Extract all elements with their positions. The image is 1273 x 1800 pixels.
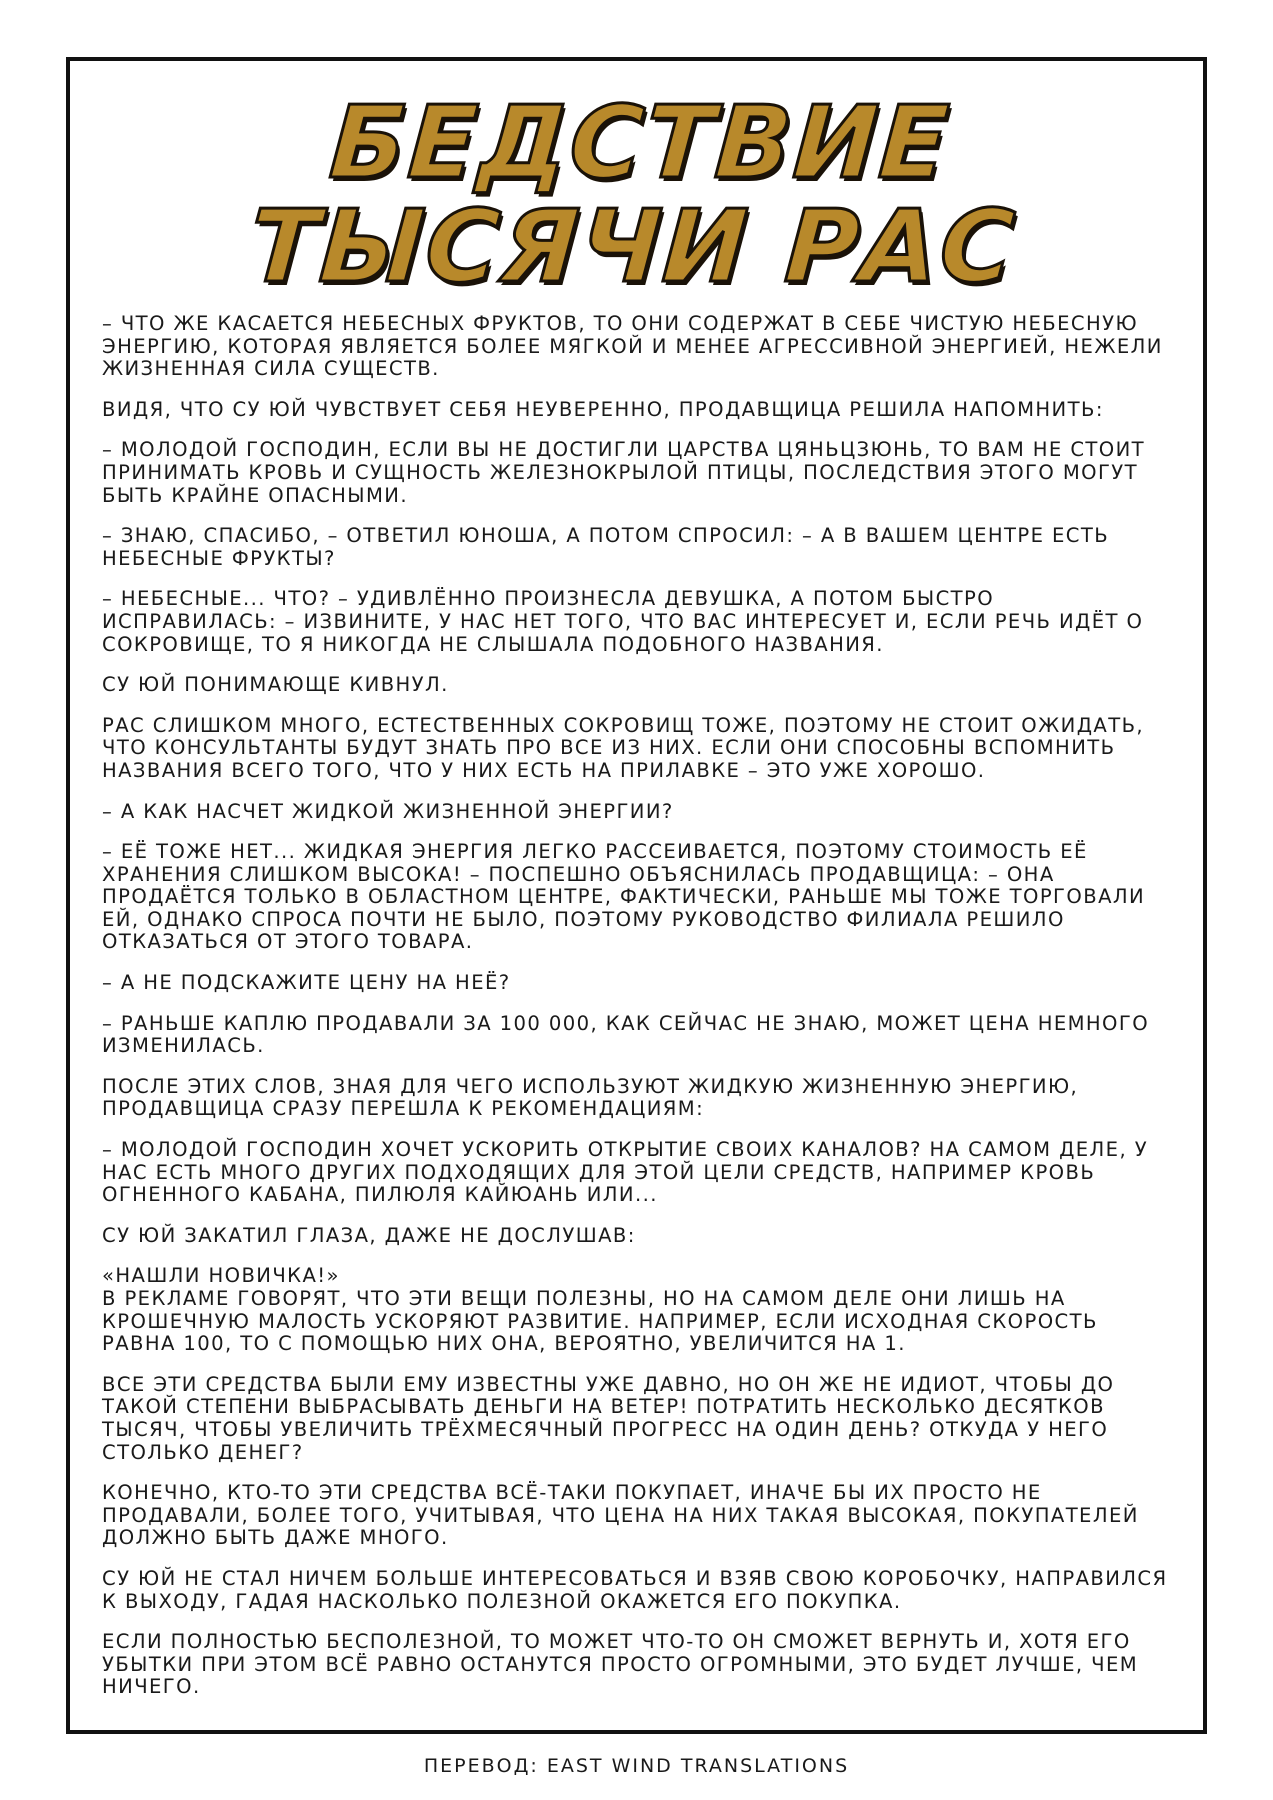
story-text — [102, 313, 1168, 1717]
paragraph: СУ ЮЙ ЗАКАТИЛ ГЛАЗА, ДАЖЕ НЕ ДОСЛУШАВ: — [102, 1223, 636, 1247]
page-title — [63, 84, 1211, 305]
paragraph: – РАНЬШЕ КАПЛЮ ПРОДАВАЛИ ЗА 100 000, КАК СЕЙЧАС НЕ ЗНАЮ, МОЖЕТ ЦЕНА НЕМНОГО ИЗМЕНИЛАСЬ. — [102, 1011, 1150, 1058]
paragraph: ВСЕ ЭТИ СРЕДСТВА БЫЛИ ЕМУ ИЗВЕСТНЫ УЖЕ ДАВНО, НО ОН ЖЕ НЕ ИДИОТ, ЧТОБЫ ДО ТАКОЙ СТЕПЕНИ ВЫБРАСЫВАТЬ ДЕНЬГИ НА ВЕТЕР! ПОТРАТИТЬ НЕСКОЛЬКО ДЕСЯТКОВ ТЫСЯЧ, ЧТОБЫ УВЕЛИЧИТЬ ТРЁХМЕСЯЧНЫЙ ПРОГРЕСС НА ОДИН ДЕНЬ? ОТКУДА У НЕГО СТОЛЬКО ДЕНЕГ? — [102, 1372, 1115, 1464]
paragraph: КОНЕЧНО, КТО-ТО ЭТИ СРЕДСТВА ВСЁ-ТАКИ ПОКУПАЕТ, ИНАЧЕ БЫ ИХ ПРОСТО НЕ ПРОДАВАЛИ, БОЛЕЕ ТОГО, УЧИТЫВАЯ, ЧТО ЦЕНА НА НИХ ТАКАЯ ВЫСОКАЯ, ПОКУПАТЕЛЕЙ ДОЛЖНО БЫТЬ ДАЖЕ МНОГО. — [102, 1481, 1139, 1550]
paragraph: «НАШЛИ НОВИЧКА!» В РЕКЛАМЕ ГОВОРЯТ, ЧТО ЭТИ ВЕЩИ ПОЛЕЗНЫ, НО НА САМОМ ДЕЛЕ ОНИ ЛИШЬ НА КРОШЕЧНУЮ МАЛОСТЬ УСКОРЯЮТ РАЗВИТИЕ. НАПРИМЕР, ЕСЛИ ИСХОДНАЯ СКОРОСТЬ РАВНА 100, ТО С ПОМОЩЬЮ НИХ ОНА, ВЕРОЯТНО, УВЕЛИЧИТСЯ НА 1. — [102, 1264, 1098, 1356]
paragraph: – А КАК НАСЧЕТ ЖИДКОЙ ЖИЗНЕННОЙ ЭНЕРГИИ? — [102, 799, 674, 823]
paragraph: ВИДЯ, ЧТО СУ ЮЙ ЧУВСТВУЕТ СЕБЯ НЕУВЕРЕННО, ПРОДАВЩИЦА РЕШИЛА НАПОМНИТЬ: — [102, 397, 1104, 421]
title-line-2: ТЫСЯЧИ РАС — [245, 188, 1020, 305]
paragraph: – НЕБЕСНЫЕ... ЧТО? – УДИВЛЁННО ПРОИЗНЕСЛА ДЕВУШКА, А ПОТОМ БЫСТРО ИСПРАВИЛАСЬ: – ИЗВИНИТЕ, У НАС НЕТ ТОГО, ЧТО ВАС ИНТЕРЕСУЕТ И, ЕСЛИ РЕЧЬ ИДЁТ О СОКРОВИЩЕ, ТО Я НИКОГДА НЕ СЛЫШАЛА ПОДОБНОГО НАЗВАНИЯ. — [102, 587, 1144, 656]
paragraph: СУ ЮЙ ПОНИМАЮЩЕ КИВНУЛ. — [102, 673, 449, 697]
paragraph: СУ ЮЙ НЕ СТАЛ НИЧЕМ БОЛЬШЕ ИНТЕРЕСОВАТЬСЯ И ВЗЯВ СВОЮ КОРОБОЧКУ, НАПРАВИЛСЯ К ВЫХОДУ, ГАДАЯ НАСКОЛЬКО ПОЛЕЗНОЙ ОКАЖЕТСЯ ЕГО ПОКУПКА. — [102, 1566, 1168, 1613]
paragraph: – МОЛОДОЙ ГОСПОДИН ХОЧЕТ УСКОРИТЬ ОТКРЫТИЕ СВОИХ КАНАЛОВ? НА САМОМ ДЕЛЕ, У НАС ЕСТЬ МНОГО ДРУГИХ ПОДХОДЯЩИХ ДЛЯ ЭТОЙ ЦЕЛИ СРЕДСТВ, НАПРИМЕР КРОВЬ ОГНЕННОГО КАБАНА, ПИЛЮЛЯ КАЙЮАНЬ ИЛИ... — [102, 1138, 1149, 1207]
paragraph: – ЕЁ ТОЖЕ НЕТ... ЖИДКАЯ ЭНЕРГИЯ ЛЕГКО РАССЕИВАЕТСЯ, ПОЭТОМУ СТОИМОСТЬ ЕЁ ХРАНЕНИЯ СЛИШКОМ ВЫСОКА! – ПОСПЕШНО ОБЪЯСНИЛАСЬ ПРОДАВЩИЦА: – ОНА ПРОДАЁТСЯ ТОЛЬКО В ОБЛАСТНОМ ЦЕНТРЕ, ФАКТИЧЕСКИ, РАНЬШЕ МЫ ТОЖЕ ТОРГОВАЛИ ЕЙ, ОДНАКО СПРОСА ПОЧТИ НЕ БЫЛО, ПОЭТОМУ РУКОВОДСТВО ФИЛИАЛА РЕШИЛО ОТКАЗАТЬСЯ ОТ ЭТОГО ТОВАРА. — [102, 840, 1146, 954]
paragraph: ЕСЛИ ПОЛНОСТЬЮ БЕСПОЛЕЗНОЙ, ТО МОЖЕТ ЧТО-ТО ОН СМОЖЕТ ВЕРНУТЬ И, ХОТЯ ЕГО УБЫТКИ ПРИ ЭТОМ ВСЁ РАВНО ОСТАНУТСЯ ПРОСТО ОГРОМНЫМИ, ЭТО БУДЕТ ЛУЧШЕ, ЧЕМ НИЧЕГО. — [102, 1630, 1139, 1699]
paragraph: – МОЛОДОЙ ГОСПОДИН, ЕСЛИ ВЫ НЕ ДОСТИГЛИ ЦАРСТВА ЦЯНЬЦЗЮНЬ, ТО ВАМ НЕ СТОИТ ПРИНИМАТЬ КРОВЬ И СУЩНОСТЬ ЖЕЛЕЗНОКРЫЛОЙ ПТИЦЫ, ПОСЛЕДСТВИЯ ЭТОГО МОГУТ БЫТЬ КРАЙНЕ ОПАСНЫМИ. — [102, 438, 1146, 507]
title-line-1: БЕДСТВИЕ — [326, 84, 954, 201]
translation-credit: ПЕРЕВОД: EAST WIND TRANSLATIONS — [423, 1755, 850, 1777]
paragraph: – ЗНАЮ, СПАСИБО, – ОТВЕТИЛ ЮНОША, А ПОТОМ СПРОСИЛ: – А В ВАШЕМ ЦЕНТРЕ ЕСТЬ НЕБЕСНЫЕ ФРУКТЫ? — [102, 524, 1110, 570]
paragraph: – А НЕ ПОДСКАЖИТЕ ЦЕНУ НА НЕЁ? — [102, 971, 511, 995]
paragraph: РАС СЛИШКОМ МНОГО, ЕСТЕСТВЕННЫХ СОКРОВИЩ ТОЖЕ, ПОЭТОМУ НЕ СТОИТ ОЖИДАТЬ, ЧТО КОНСУЛЬТАНТЫ БУДУТ ЗНАТЬ ПРО ВСЕ ИЗ НИХ. ЕСЛИ ОНИ СПОСОБНЫ ВСПОМНИТЬ НАЗВАНИЯ ВСЕГО ТОГО, ЧТО У НИХ ЕСТЬ НА ПРИЛАВКЕ – ЭТО УЖЕ ХОРОШО. — [102, 713, 1145, 782]
paragraph: ПОСЛЕ ЭТИХ СЛОВ, ЗНАЯ ДЛЯ ЧЕГО ИСПОЛЬЗУЮТ ЖИДКУЮ ЖИЗНЕННУЮ ЭНЕРГИЮ, ПРОДАВЩИЦА СРАЗУ ПЕРЕШЛА К РЕКОМЕНДАЦИЯМ: — [102, 1074, 1079, 1121]
paragraph: – ЧТО ЖЕ КАСАЕТСЯ НЕБЕСНЫХ ФРУКТОВ, ТО ОНИ СОДЕРЖАТ В СЕБЕ ЧИСТУЮ НЕБЕСНУЮ ЭНЕРГИЮ, КОТОРАЯ ЯВЛЯЕТСЯ БОЛЕЕ МЯГКОЙ И МЕНЕЕ АГРЕССИВНОЙ ЭНЕРГИЕЙ, НЕЖЕЛИ ЖИЗНЕННАЯ СИЛА СУЩЕСТВ. — [102, 312, 1163, 381]
page-frame — [66, 57, 1207, 1734]
